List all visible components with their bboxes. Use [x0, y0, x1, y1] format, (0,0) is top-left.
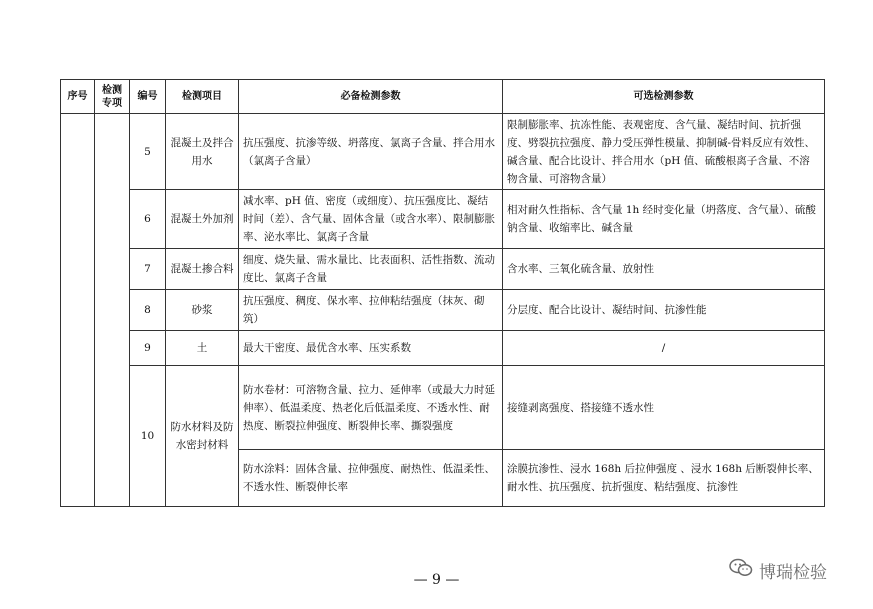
row-optional: 相对耐久性指标、含气量 1h 经时变化量（坍落度、含气量）、硫酸钠含量、收缩率比、碱含量 [503, 190, 825, 249]
row-number: 6 [130, 190, 166, 249]
row-item: 防水材料及防水密封材料 [166, 366, 239, 507]
header-cell: 编号 [130, 80, 166, 114]
row-required: 减水率、pH 值、密度（或细度）、抗压强度比、凝结时间（差）、含气量、固体含量（或含水率）、限制膨胀率、泌水率比、氯离子含量 [239, 190, 503, 249]
row-item: 混凝土外加剂 [166, 190, 239, 249]
table-row [61, 331, 825, 366]
watermark [729, 558, 827, 583]
row-number: 5 [130, 114, 166, 190]
row-optional: 接缝剥离强度、搭接缝不透水性 [503, 366, 825, 450]
row-required: 抗压强度、抗渗等级、坍落度、氯离子含量、拌合用水（氯离子含量） [239, 114, 503, 190]
row-required: 抗压强度、稠度、保水率、拉伸粘结强度（抹灰、砌筑） [239, 290, 503, 331]
serial-cell [61, 114, 95, 507]
row-optional: / [503, 331, 825, 366]
header-cell: 检测专项 [95, 80, 130, 114]
row-optional: 限制膨胀率、抗冻性能、表观密度、含气量、凝结时间、抗折强度、劈裂抗拉强度、静力受压弹性模量、抑制碱-骨料反应有效性、碱含量、配合比设计、拌合用水（pH 值、硫酸根离子含量、不溶物含量、可溶物含量） [503, 114, 825, 190]
row-required: 防水卷材：可溶物含量、拉力、延伸率（或最大力时延伸率）、低温柔度、热老化后低温柔度、不透水性、耐热度、断裂拉伸强度、断裂伸长率、撕裂强度 [239, 366, 503, 450]
table-header-row [61, 80, 825, 114]
header-cell: 必备检测参数 [239, 80, 503, 114]
header-cell: 可选检测参数 [503, 80, 825, 114]
parameter-table [60, 79, 825, 507]
row-item: 混凝土掺合料 [166, 249, 239, 290]
row-number: 9 [130, 331, 166, 366]
row-number: 8 [130, 290, 166, 331]
row-required: 防水涂料：固体含量、拉伸强度、耐热性、低温柔性、不透水性、断裂伸长率 [239, 450, 503, 507]
row-required: 细度、烧失量、需水量比、比表面积、活性指数、流动度比、氯离子含量 [239, 249, 503, 290]
table-row [61, 114, 825, 190]
table-row [61, 249, 825, 290]
row-optional: 分层度、配合比设计、凝结时间、抗渗性能 [503, 290, 825, 331]
row-item: 砂浆 [166, 290, 239, 331]
row-item: 土 [166, 331, 239, 366]
row-item: 混凝土及拌合用水 [166, 114, 239, 190]
row-optional: 含水率、三氧化硫含量、放射性 [503, 249, 825, 290]
row-number: 10 [130, 366, 166, 507]
row-required: 最大干密度、最优含水率、压实系数 [239, 331, 503, 366]
row-optional: 涂膜抗渗性、浸水 168h 后拉伸强度 、浸水 168h 后断裂伸长率、耐水性、抗压强度、抗折强度、粘结强度、抗渗性 [503, 450, 825, 507]
watermark-text: 博瑞检验 [759, 563, 827, 583]
header-cell: 检测项目 [166, 80, 239, 114]
table-row [61, 290, 825, 331]
table-row [61, 366, 825, 450]
row-number: 7 [130, 249, 166, 290]
table-row [61, 190, 825, 249]
page-number: — 9 — [413, 572, 460, 588]
header-cell: 序号 [61, 80, 95, 114]
wechat-icon [729, 558, 753, 583]
category-cell [95, 114, 130, 507]
